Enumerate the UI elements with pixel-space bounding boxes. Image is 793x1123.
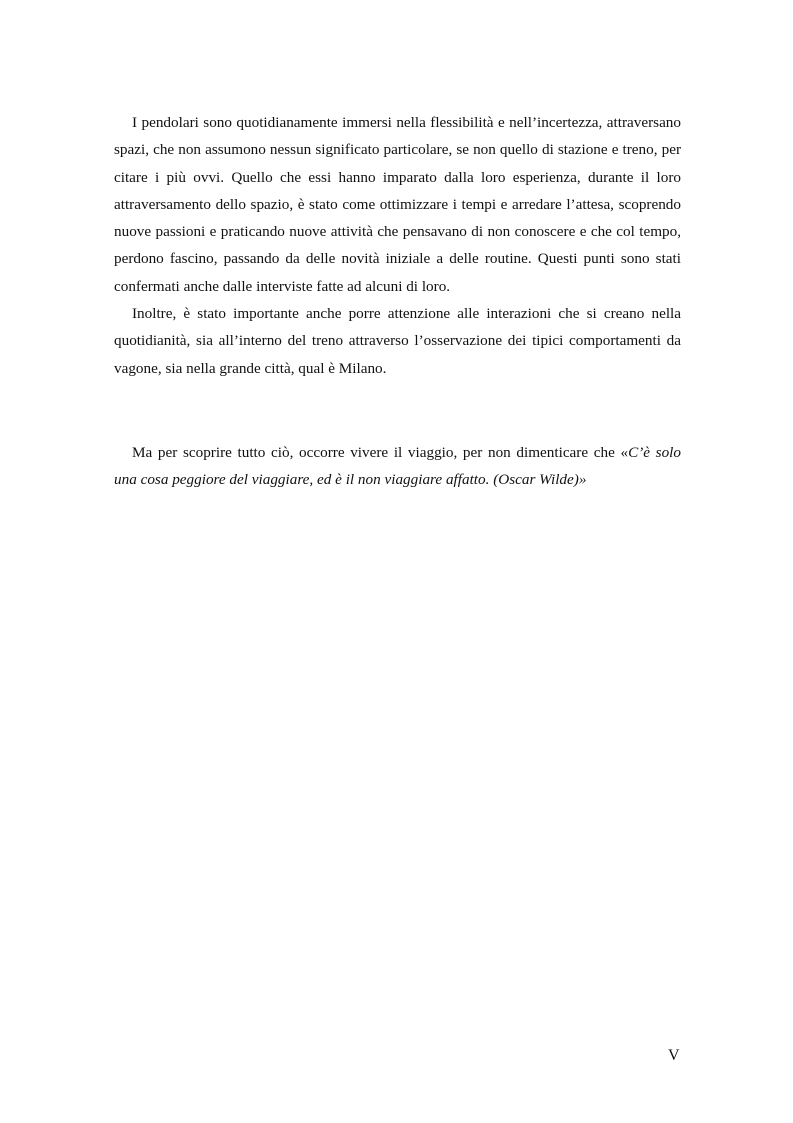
page-number: V xyxy=(668,1047,680,1064)
oscar-wilde-quote: C’è solo una cosa peggiore del viaggiare, ed è il non viaggiare affatto. (Oscar Wilde)» xyxy=(114,444,681,489)
paragraph-2: Inoltre, è stato importante anche porre attenzione alle interazioni che si creano nella quotidianità, sia all’interno del treno attraverso l’osservazione dei tipici comportamenti da vagone, sia nella grande città, qual è Milano. xyxy=(114,305,681,377)
body-text xyxy=(114,109,681,382)
closing-paragraph xyxy=(114,439,681,494)
closing-intro: Ma per scoprire tutto ciò, occorre vivere il viaggio, per non dimenticare che « xyxy=(132,444,629,461)
paragraph-1: I pendolari sono quotidianamente immersi nella flessibilità e nell’incertezza, attraversano spazi, che non assumono nessun significato particolare, se non quello di stazione e treno, per citare i più ovvi. Quello che essi hanno imparato dalla loro esperienza, durante il loro attraversamento dello spazio, è stato come ottimizzare i tempi e arredare l’attesa, scoprendo nuove passioni e praticando nuove attività che pensavano di non conoscere e che col tempo, perdono fascino, passando da delle novità iniziale a delle routine. Questi punti sono stati confermati anche dalle interviste fatte ad alcuni di loro. xyxy=(114,114,681,295)
closing-text xyxy=(114,439,681,494)
